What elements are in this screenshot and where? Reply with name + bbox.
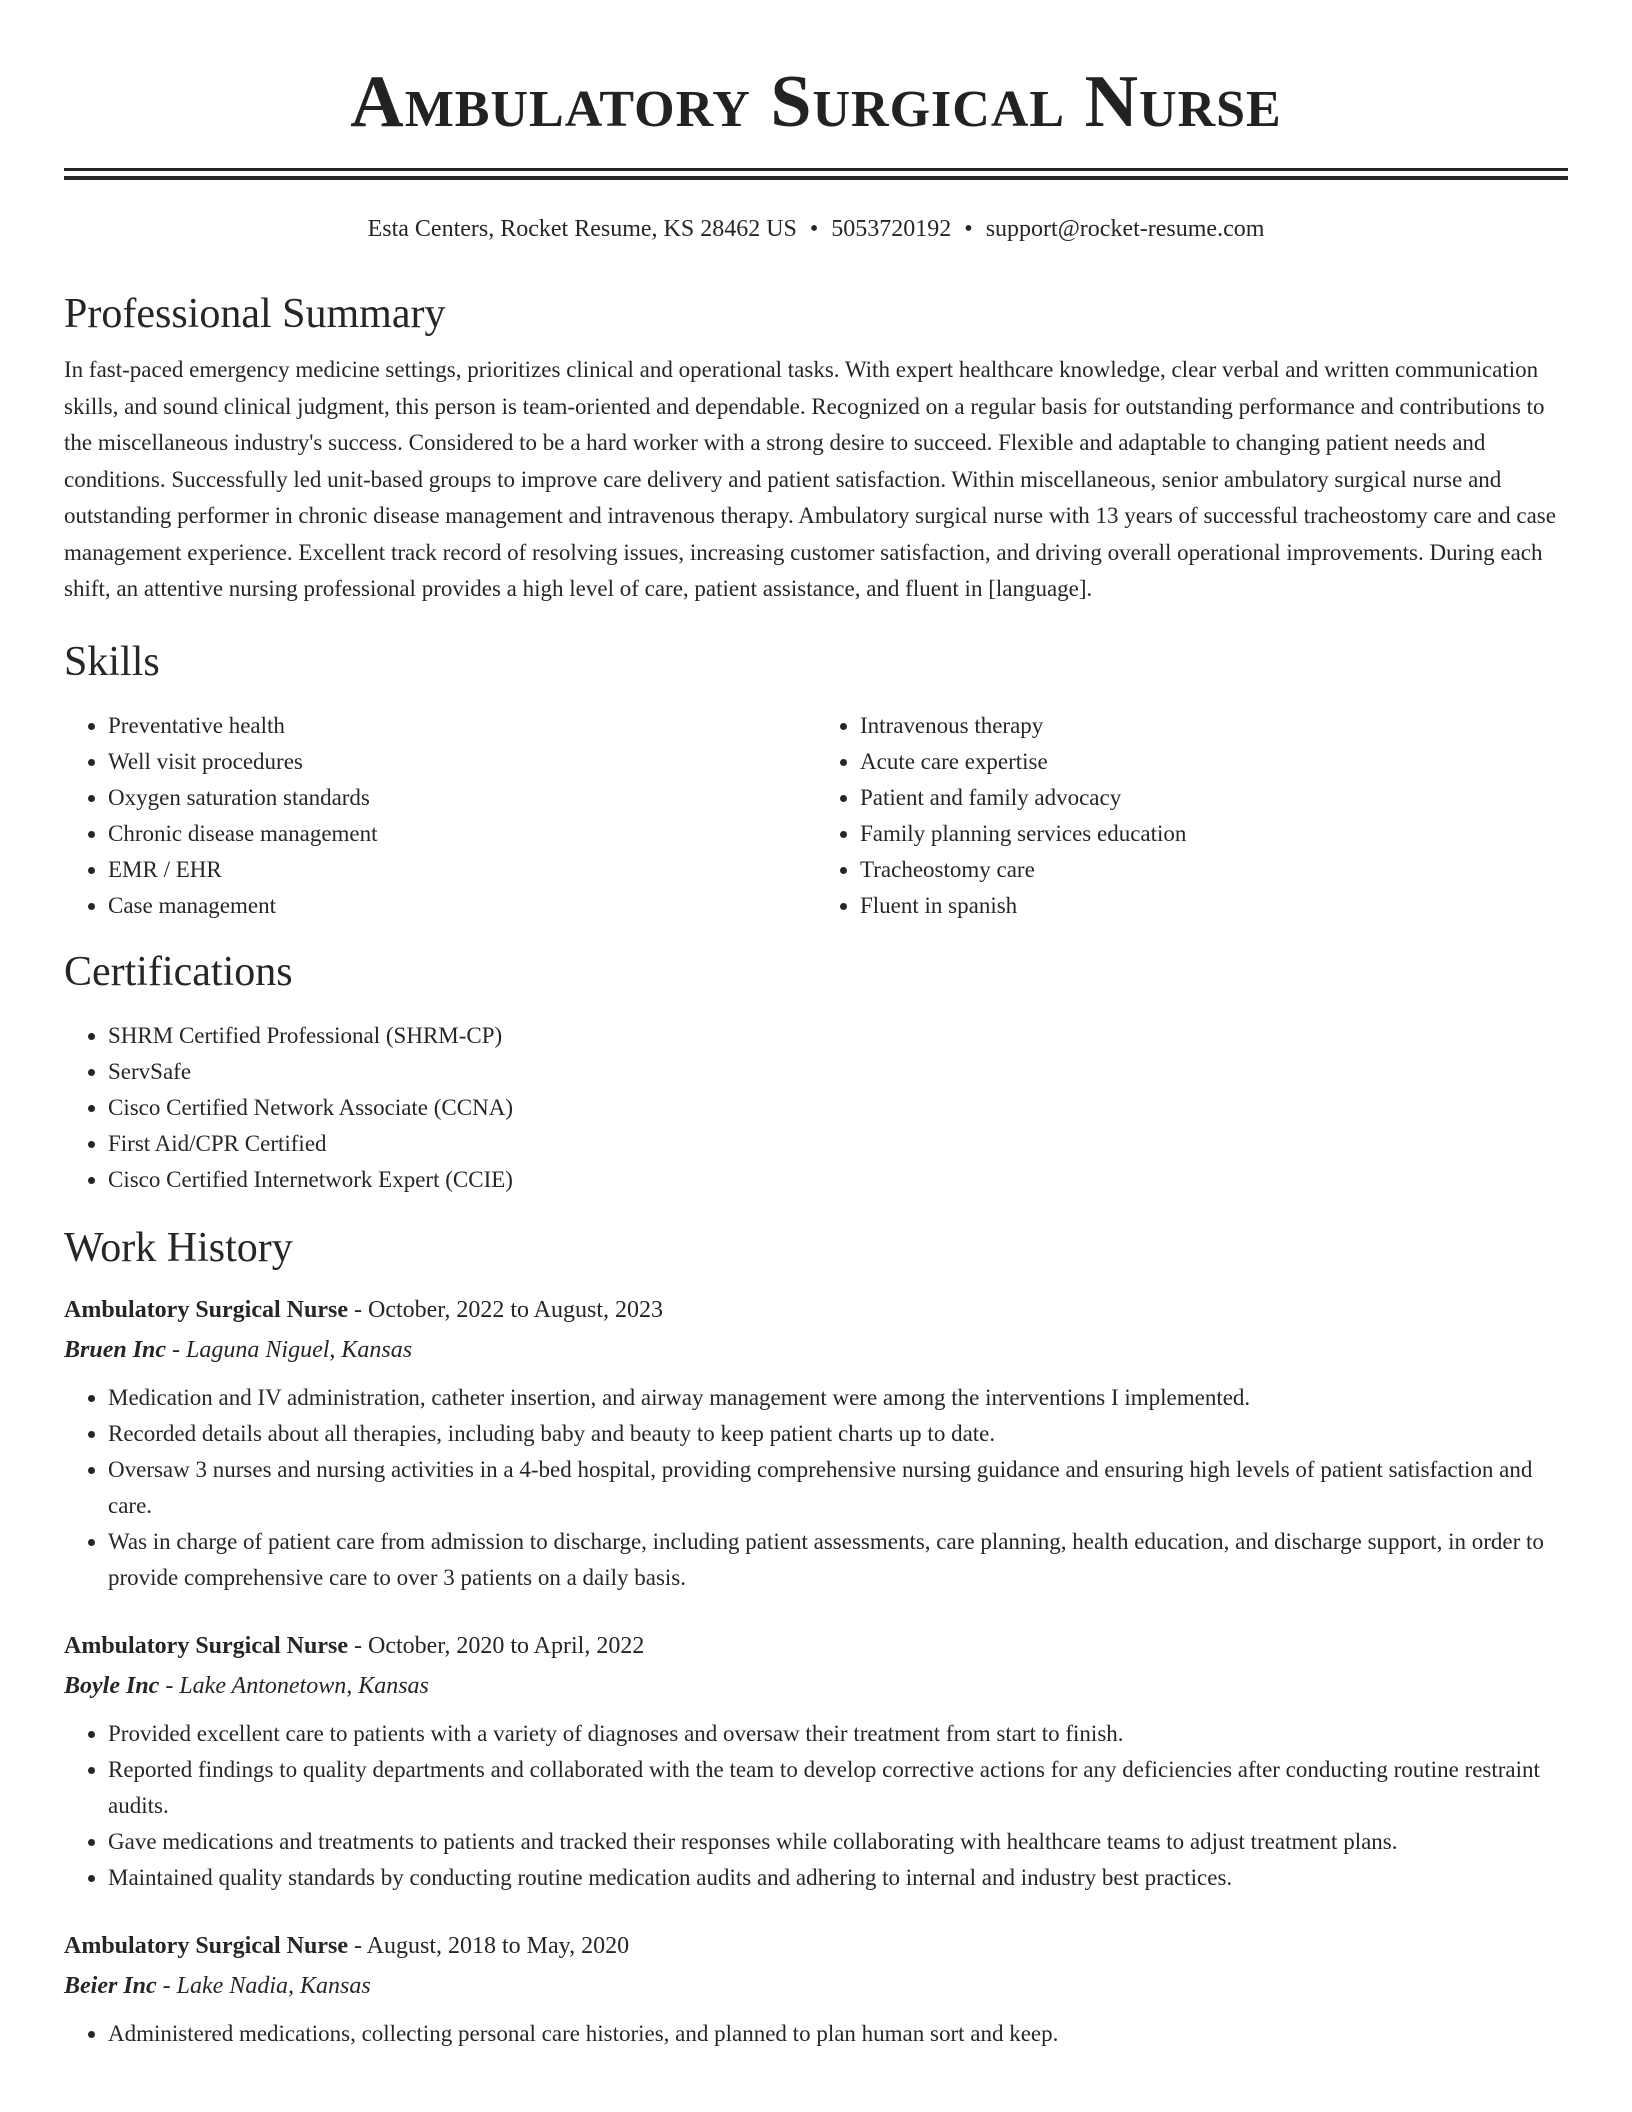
duty-item: • Was in charge of patient care from admission to discharge, including patient assessments, care planning, health education, and discharge support, in order to provide comprehensive care to over 3 patients on a daily basis. [108, 1524, 1568, 1596]
duty-item: • Medication and IV administration, catheter insertion, and airway management were among the interventions I implemented. [108, 1380, 1568, 1416]
certification-item: • SHRM Certified Professional (SHRM-CP) [108, 1018, 1568, 1054]
job-dates: - October, 2020 to April, 2022 [348, 1632, 645, 1659]
job-title-line [64, 1628, 1568, 1664]
duty-item: • Recorded details about all therapies, including baby and beauty to keep patient charts up to date. [108, 1416, 1568, 1452]
header-rule-top [64, 168, 1568, 171]
skill-item: • Case management [108, 888, 816, 924]
job-location: - Laguna Niguel, Kansas [166, 1336, 413, 1363]
job-company: Beier Inc [64, 1972, 157, 1999]
job-dates: - August, 2018 to May, 2020 [348, 1932, 630, 1959]
contact-phone: 5053720192 [831, 216, 952, 242]
job-role: Ambulatory Surgical Nurse [64, 1932, 348, 1959]
summary-heading: Professional Summary [64, 291, 446, 337]
job-dates: - October, 2022 to August, 2023 [348, 1296, 664, 1323]
job-entry [64, 1628, 1568, 1896]
job-company-line [64, 1968, 1568, 2004]
job-role: Ambulatory Surgical Nurse [64, 1632, 348, 1659]
summary-text: In fast-paced emergency medicine settings, prioritizes clinical and operational tasks. With expert healthcare knowledge, clear verbal and written communication skills, and sound clinical judgment, this person is team-oriented and dependable. Recognized on a regular basis for outstanding performance and contributions to the miscellaneous industry's success. Considered to be a hard worker with a strong desire to succeed. Flexible and adaptable to changing patient needs and conditions. Successfully led unit-based groups to improve care delivery and patient satisfaction. Within miscellaneous, senior ambulatory surgical nurse and outstanding performer in chronic disease management and intravenous therapy. Ambulatory surgical nurse with 13 years of successful tracheostomy care and case management experience. Excellent track record of resolving issues, increasing customer satisfaction, and driving overall operational improvements. During each shift, an attentive nursing professional provides a high level of care, patient assistance, and fluent in [language]. [64, 357, 1556, 601]
skill-item: • Patient and family advocacy [860, 780, 1568, 816]
header-rule-bottom [64, 176, 1568, 180]
skills-columns [64, 708, 1568, 924]
job-duties [64, 2016, 1568, 2052]
duty-item: • Gave medications and treatments to patients and tracked their responses while collaborating with healthcare teams to adjust treatment plans. [108, 1824, 1568, 1860]
job-company: Boyle Inc [64, 1672, 160, 1699]
certification-item: • Cisco Certified Internetwork Expert (CCIE) [108, 1162, 1568, 1198]
duty-item: • Provided excellent care to patients with a variety of diagnoses and oversaw their treatment from start to finish. [108, 1716, 1568, 1752]
contact-address: Esta Centers, Rocket Resume, KS 28462 US [367, 216, 797, 242]
skills-list-right [816, 708, 1568, 924]
skill-item: • Chronic disease management [108, 816, 816, 852]
skills-heading: Skills [64, 638, 160, 685]
certifications-list [64, 1018, 1568, 1198]
skill-item: • Well visit procedures [108, 744, 816, 780]
resume-name: Ambulatory Surgical Nurse [350, 61, 1282, 143]
certification-item: • First Aid/CPR Certified [108, 1126, 1568, 1162]
resume-page [64, 0, 1568, 2052]
job-company-line [64, 1332, 1568, 1368]
skill-item: • Tracheostomy care [860, 852, 1568, 888]
certifications-heading: Certifications [64, 948, 293, 995]
job-title-line [64, 1928, 1568, 1964]
contact-line [64, 214, 1568, 244]
certification-item: • ServSafe [108, 1054, 1568, 1090]
skill-item: • Oxygen saturation standards [108, 780, 816, 816]
duty-item: • Administered medications, collecting personal care histories, and planned to plan human sort and keep. [108, 2016, 1568, 2052]
job-company-line [64, 1668, 1568, 1704]
duty-item: • Maintained quality standards by conducting routine medication audits and adhering to internal and industry best practices. [108, 1860, 1568, 1896]
duty-item: • Reported findings to quality departments and collaborated with the team to develop corrective actions for any deficiencies after conducting routine restraint audits. [108, 1752, 1568, 1824]
duty-item: • Oversaw 3 nurses and nursing activities in a 4-bed hospital, providing comprehensive nursing guidance and ensuring high levels of patient satisfaction and care. [108, 1452, 1568, 1524]
skill-item: • Intravenous therapy [860, 708, 1568, 744]
job-entry [64, 1292, 1568, 1596]
job-location: - Lake Antonetown, Kansas [159, 1672, 429, 1699]
skill-item: • EMR / EHR [108, 852, 816, 888]
skill-item: • Fluent in spanish [860, 888, 1568, 924]
skill-item: • Preventative health [108, 708, 816, 744]
work-history-heading: Work History [64, 1224, 293, 1271]
contact-separator: • [809, 216, 819, 242]
skill-item: • Family planning services education [860, 816, 1568, 852]
job-entry [64, 1928, 1568, 2052]
contact-email[interactable]: support@rocket-resume.com [985, 216, 1265, 242]
skills-list-left [64, 708, 816, 924]
job-duties [64, 1716, 1568, 1896]
job-title-line [64, 1292, 1568, 1328]
job-role: Ambulatory Surgical Nurse [64, 1296, 348, 1323]
job-company: Bruen Inc [64, 1336, 167, 1363]
job-location: - Lake Nadia, Kansas [156, 1972, 371, 1999]
skill-item: • Acute care expertise [860, 744, 1568, 780]
job-duties [64, 1380, 1568, 1596]
certification-item: • Cisco Certified Network Associate (CCNA) [108, 1090, 1568, 1126]
contact-separator: • [964, 216, 973, 242]
